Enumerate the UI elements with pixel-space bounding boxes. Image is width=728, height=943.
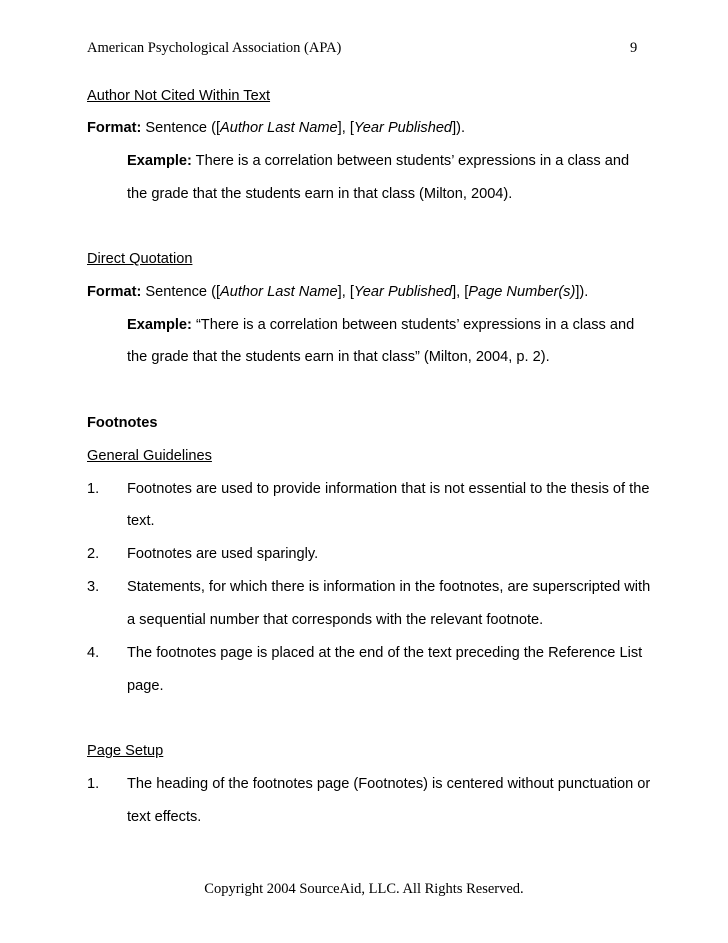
- heading-direct-quotation: Direct Quotation: [87, 251, 193, 267]
- format-text: ]).: [452, 120, 466, 136]
- example-text: There is a correlation between students’ expressions in a class and: [191, 153, 630, 169]
- subheading-general-guidelines: General Guidelines: [87, 448, 212, 464]
- list-item-number: 1.: [87, 481, 100, 497]
- list-item-text: The footnotes page is placed at the end of the text preceding the Reference List: [127, 645, 643, 661]
- heading-footnotes: Footnotes: [87, 415, 158, 431]
- format-label: Format:: [87, 120, 142, 136]
- format-text: ], [: [452, 284, 469, 300]
- format-text: ], [: [337, 120, 354, 136]
- list-item-text: The heading of the footnotes page (Footnotes) is centered without punctuation or: [127, 776, 651, 792]
- format-text: ]).: [575, 284, 589, 300]
- list-item-number: 3.: [87, 579, 100, 595]
- list-item-text: page.: [127, 678, 164, 694]
- example-label: Example:: [127, 153, 192, 169]
- list-item-number: 2.: [87, 546, 100, 562]
- example-label: Example:: [127, 317, 192, 333]
- list-item-text: text.: [127, 513, 155, 529]
- heading-page-setup: Page Setup: [87, 743, 164, 759]
- format-line-author-not-cited: [87, 119, 465, 137]
- format-year: Year Published: [353, 120, 453, 136]
- format-author: Author Last Name: [220, 120, 338, 136]
- copyright-footer: Copyright 2004 SourceAid, LLC. All Rights Reserved.: [204, 881, 524, 897]
- list-item-number: 1.: [87, 776, 100, 792]
- example-line-1: [127, 316, 634, 334]
- heading-author-not-cited: Author Not Cited Within Text: [87, 88, 271, 104]
- list-item-number: 4.: [87, 645, 100, 661]
- format-page: Page Number(s): [468, 284, 576, 300]
- format-line-direct-quotation: [87, 283, 588, 301]
- list-item-text: Footnotes are used sparingly.: [127, 546, 319, 562]
- list-item-text: Statements, for which there is information in the footnotes, are superscripted with: [127, 579, 651, 595]
- example-line-2: the grade that the students earn in that class (Milton, 2004).: [127, 186, 513, 202]
- example-text: “There is a correlation between students’ expressions in a class and: [191, 317, 635, 333]
- list-item-text: Footnotes are used to provide information that is not essential to the thesis of the: [127, 481, 650, 497]
- format-text: ], [: [337, 284, 354, 300]
- list-item-text: a sequential number that corresponds with the relevant footnote.: [127, 612, 544, 628]
- running-header-title: American Psychological Association (APA): [87, 40, 342, 56]
- format-year: Year Published: [353, 284, 453, 300]
- page-number: 9: [630, 40, 638, 56]
- format-text: Sentence ([: [141, 284, 221, 300]
- format-text: Sentence ([: [141, 120, 221, 136]
- format-label: Format:: [87, 284, 142, 300]
- example-line-1: [127, 152, 629, 170]
- format-author: Author Last Name: [220, 284, 338, 300]
- list-item-text: text effects.: [127, 809, 202, 825]
- example-line-2: the grade that the students earn in that class” (Milton, 2004, p. 2).: [127, 349, 550, 365]
